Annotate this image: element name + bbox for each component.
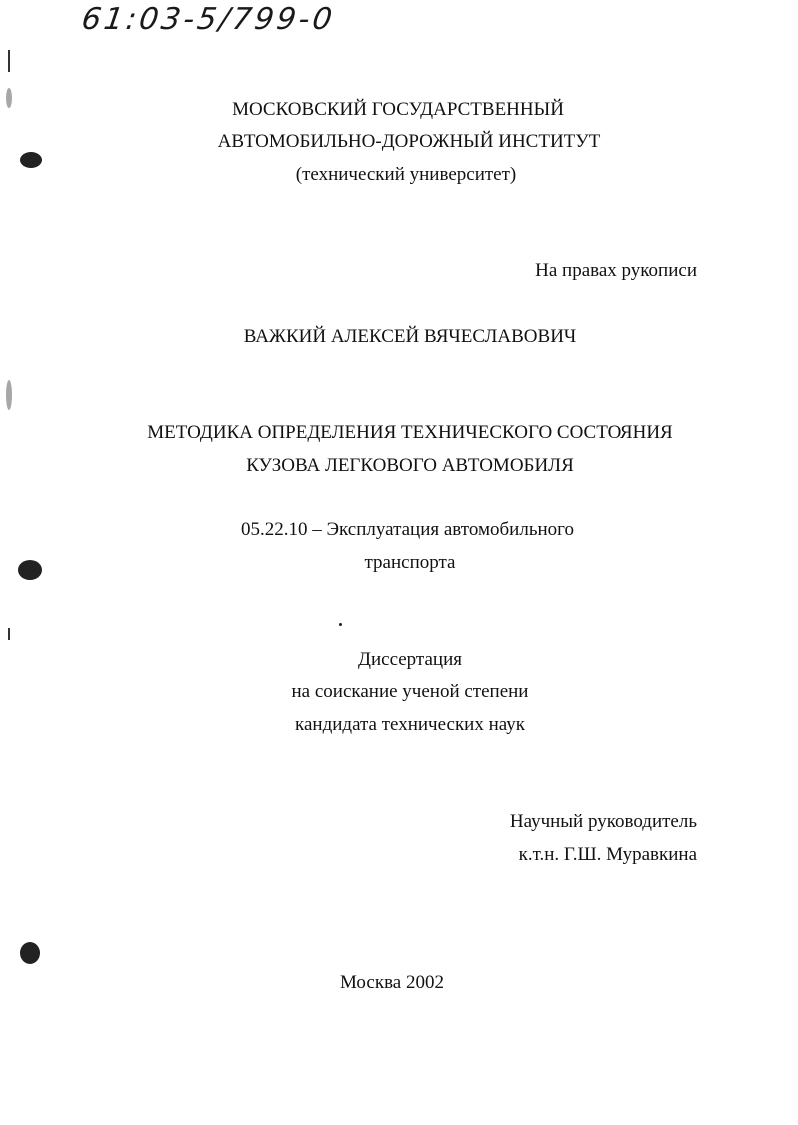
supervisor-label: Научный руководитель — [509, 811, 697, 832]
thesis-title-line2: КУЗОВА ЛЕГКОВОГО АВТОМОБИЛЯ — [246, 455, 574, 476]
binder-hole-mark — [20, 942, 40, 964]
scan-mark — [8, 50, 10, 72]
scan-mark — [8, 628, 10, 640]
binder-hole-mark — [20, 152, 42, 168]
manuscript-note: На правах рукописи — [535, 260, 697, 281]
institution-line1: МОСКОВСКИЙ ГОСУДАРСТВЕННЫЙ — [232, 99, 564, 120]
institution-line2: АВТОМОБИЛЬНО-ДОРОЖНЫЙ ИНСТИТУТ — [217, 131, 601, 152]
thesis-title-line1: МЕТОДИКА ОПРЕДЕЛЕНИЯ ТЕХНИЧЕСКОГО СОСТОЯНИЯ — [147, 422, 673, 443]
degree-line3: кандидата технических наук — [295, 714, 525, 735]
degree-line2: на соискание ученой степени — [291, 681, 529, 702]
scan-mark — [6, 380, 12, 410]
author-name: ВАЖКИЙ АЛЕКСЕЙ ВЯЧЕСЛАВОВИЧ — [243, 326, 577, 347]
degree-line1: Диссертация — [358, 649, 462, 670]
scan-mark — [6, 88, 12, 108]
institution-line3: (технический университет) — [295, 164, 517, 185]
binder-hole-mark — [18, 560, 42, 580]
supervisor-name: к.т.н. Г.Ш. Муравкина — [518, 844, 697, 865]
specialty-line2: транспорта — [364, 552, 456, 573]
handwritten-archive-number: 61:03-5/799-0 — [79, 2, 338, 37]
place-year: Москва 2002 — [340, 972, 444, 993]
specialty-line1: 05.22.10 – Эксплуатация автомобильного — [241, 519, 574, 540]
scan-dot — [339, 623, 342, 626]
